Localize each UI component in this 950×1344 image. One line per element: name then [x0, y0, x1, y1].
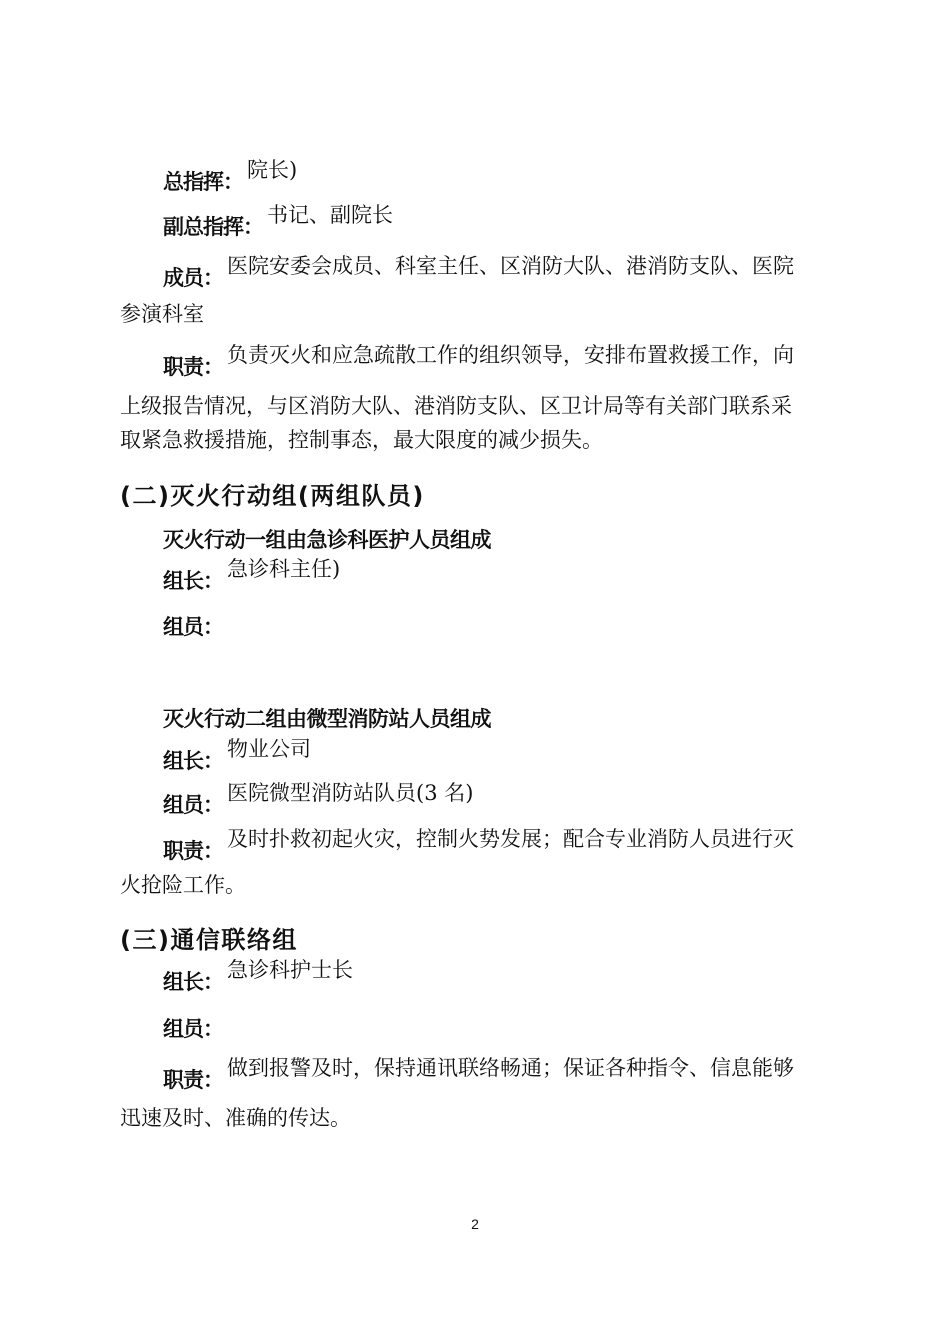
fire-team1-members-label: 组员： [163, 615, 223, 639]
comm-members-label: 组员： [163, 1017, 223, 1041]
comm-group-heading-text: (三)通信联络组 [120, 926, 298, 954]
fire-team2-leader-row [163, 737, 311, 773]
fire-team2-leader-value: 物业公司 [227, 737, 311, 761]
fire-team1-title: 灭火行动一组由急诊科医护人员组成 [163, 528, 491, 552]
members-value-line1: 医院安委会成员、科室主任、区消防大队、港消防支队、医院 [227, 254, 794, 278]
fire-team2-members-row [163, 781, 474, 817]
chief-commander-row [163, 158, 298, 194]
fire-duty-row [163, 827, 794, 863]
fire-team2-title: 灭火行动二组由微型消防站人员组成 [163, 707, 491, 731]
fire-team2-members-label: 组员： [163, 793, 223, 817]
fire-team2-leader-label: 组长： [163, 749, 223, 773]
deputy-commander-label: 副总指挥： [163, 215, 263, 239]
page-number: 2 [471, 1216, 479, 1232]
comm-duty-line2: 迅速及时、准确的传达。 [120, 1106, 351, 1130]
members-label: 成员： [163, 266, 223, 290]
chief-commander-label: 总指挥： [163, 170, 243, 194]
members-row [163, 254, 794, 290]
deputy-commander-value: 书记、副院长 [267, 203, 393, 227]
comm-duty-line1: 做到报警及时，保持通讯联络畅通；保证各种指令、信息能够 [227, 1056, 794, 1080]
deputy-commander-row [163, 203, 393, 239]
chief-commander-value: 院长) [247, 158, 298, 182]
command-duty-line3: 取紧急救援措施，控制事态，最大限度的减少损失。 [120, 428, 603, 452]
command-duty-line2: 上级报告情况，与区消防大队、港消防支队、区卫计局等有关部门联系采 [120, 394, 792, 418]
comm-duty-label: 职责： [163, 1068, 223, 1092]
fire-duty-line2: 火抢险工作。 [120, 873, 246, 897]
command-duty-line1: 负责灭火和应急疏散工作的组织领导，安排布置救援工作，向 [227, 343, 794, 367]
command-duty-label: 职责： [163, 355, 223, 379]
comm-leader-row [163, 958, 353, 994]
command-duty-row [163, 343, 794, 379]
comm-leader-label: 组长： [163, 970, 223, 994]
comm-group-heading [120, 920, 300, 955]
fire-team1-members-row [163, 603, 223, 639]
fire-duty-line1: 及时扑救初起火灾，控制火势发展；配合专业消防人员进行灭 [227, 827, 794, 851]
comm-leader-value: 急诊科护士长 [227, 958, 353, 982]
fire-duty-label: 职责： [163, 839, 223, 863]
fire-team2-members-value: 医院微型消防站队员(3 名) [227, 781, 474, 805]
fire-team1-leader-label: 组长： [163, 569, 223, 593]
fire-team1-leader-row [163, 557, 341, 593]
members-value-line2: 参演科室 [120, 302, 204, 326]
fire-team1-leader-value: 急诊科主任) [227, 557, 341, 581]
fire-group-heading [120, 476, 427, 511]
comm-duty-row [163, 1056, 794, 1092]
fire-group-heading-text: (二)灭火行动组(两组队员) [120, 482, 425, 510]
comm-members-row [163, 1005, 223, 1041]
